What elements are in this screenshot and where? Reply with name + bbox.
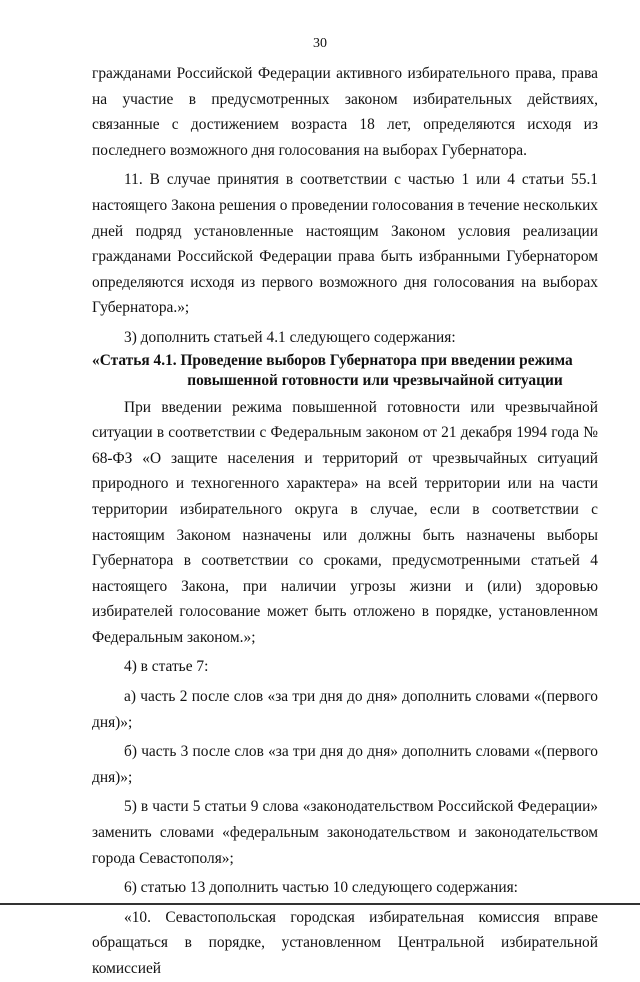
paragraph-part-10: «10. Севастопольская городская избирательная комиссия вправе обращаться в порядке, установленном Центральной избирательной комиссией — [92, 908, 598, 977]
paragraph-item-4b: б) часть 3 после слов «за три дня до дня» дополнить словами «(первого дня)»; — [92, 743, 598, 786]
page-number: 30 — [313, 36, 327, 51]
paragraph-item-3: 3) дополнить статьей 4.1 следующего содержания: — [124, 328, 456, 346]
paragraph-item-4: 4) в статье 7: — [124, 658, 209, 676]
article-heading-line-1: «Статья 4.1. Проведение выборов Губернатора при введении режима — [92, 351, 573, 369]
document-body — [92, 61, 598, 982]
paragraph-item-6: 6) статью 13 дополнить частью 10 следующего содержания: — [124, 879, 518, 897]
article-heading-line-2: повышенной готовности или чрезвычайной ситуации — [187, 371, 563, 389]
paragraph-item-5: 5) в части 5 статьи 9 слова «законодательством Российской Федерации» заменить словами «федеральным законодательством и законодательством города Севастополя»; — [92, 798, 598, 867]
paragraph-article-4-1-text: При введении режима повышенной готовности или чрезвычайной ситуации в соответствии с Федеральным законом от 21 декабря 1994 года № 68-ФЗ «О защите населения и территорий от чрезвычайных ситуаций природного и техногенного характера» на всей территории или на части территории избирательного округа в случае, если в соответствии с настоящим Законом назначены или должны быть назначены выборы Губернатора в соответствии со сроками, предусмотренными статьей 4 настоящего Закона, при наличии угрозы жизни и (или) здоровью избирателей голосование может быть отложено в порядке, установленном Федеральным законом.»; — [92, 398, 598, 646]
paragraph-item-4a: а) часть 2 после слов «за три дня до дня» дополнить словами «(первого дня)»; — [92, 688, 598, 731]
article-heading — [92, 351, 598, 391]
paragraph-continuation: гражданами Российской Федерации активного избирательного права, права на участие в предусмотренных законом избирательных действиях, связанные с достижением возраста 18 лет, определяются исходя из последнего возможного дня голосования на выборах Губернатора. — [92, 65, 598, 159]
paragraph-part-11: 11. В случае принятия в соответствии с частью 1 или 4 статьи 55.1 настоящего Закона решения о проведении голосования в течение нескольких дней подряд установленные настоящим Законом условия реализации гражданами Российской Федерации права быть избранными Губернатором определяются исходя из первого возможного дня голосования на выборах Губернатора.»; — [92, 171, 598, 317]
